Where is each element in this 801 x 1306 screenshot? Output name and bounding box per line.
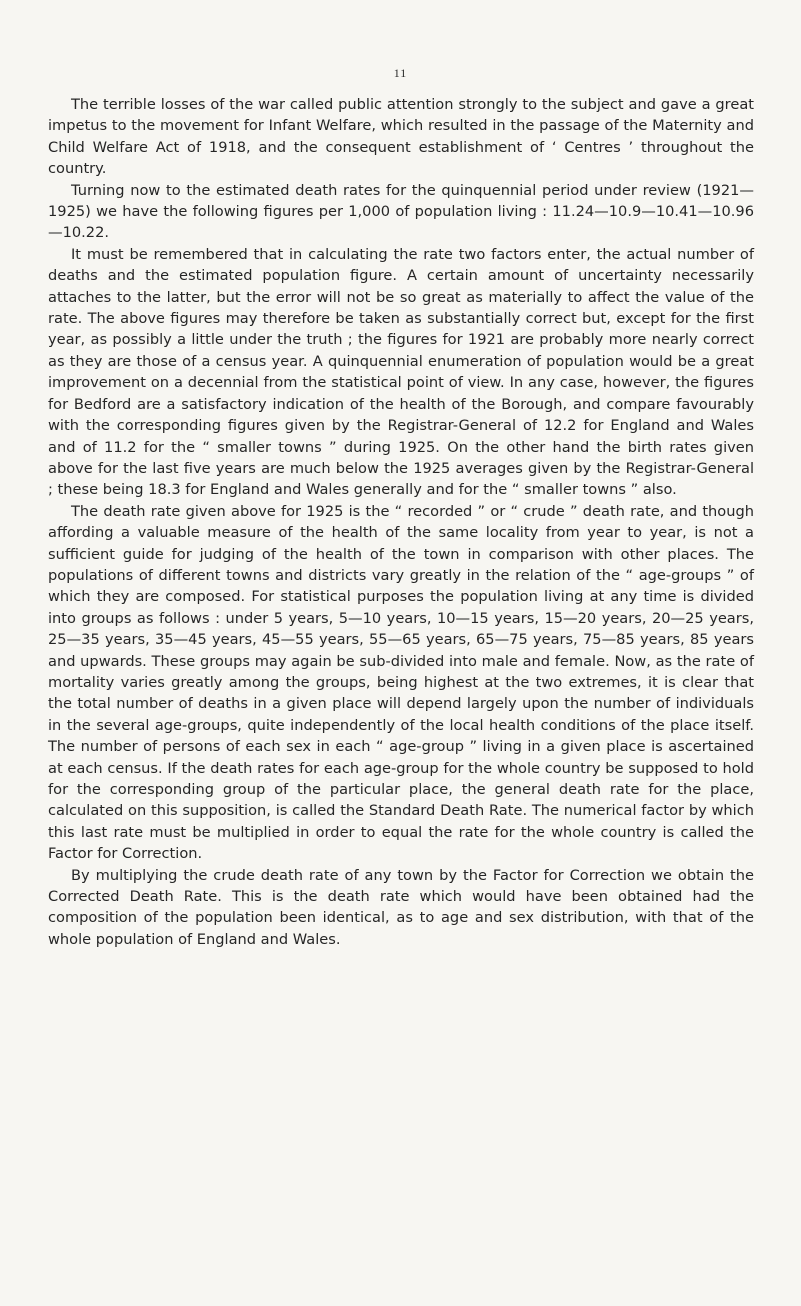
body-text (48, 94, 754, 950)
paragraph-death-rates: Turning now to the estimated death rates for the quinquennial period under review (1921—1925) we have the following figures per 1,000 of population living : 11.24—10.9—10.41—10.96—10.22. (48, 181, 754, 242)
page-number: 11 (393, 66, 408, 80)
paragraph-rate-factors: It must be remembered that in calculating the rate two factors enter, the actual number of deaths and the estimated population figure. A certain amount of uncertainty necessarily attaches to the latter, but the error will not be so great as materially to affect the value of the rate. The above figures may therefore be taken as substantially correct but, except for the first year, as possibly a little under the truth ; the figures for 1921 are probably more nearly correct as they are those of a census year. A quinquennial enumeration of population would be a great improvement on a decennial from the statistical point of view. In any case, however, the figures for Bedford are a satisfactory indication of the health of the Borough, and compare favourably with the corresponding figures given by the Registrar-General of 12.2 for England and Wales and of 11.2 for the “ smaller towns ” during 1925. On the other hand the birth rates given above for the last five years are much below the 1925 averages given by the Registrar-General ; these being 18.3 for England and Wales generally and for the “ smaller towns ” also. (48, 245, 754, 499)
paragraph-crude-death-rate: The death rate given above for 1925 is the “ recorded ” or “ crude ” death rate, and though affording a valuable measure of the health of the same locality from year to year, is not a sufficient guide for judging of the health of the town in comparison with other places. The populations of different towns and districts vary greatly in the relation of the “ age-groups ” of which they are composed. For statistical purposes the population living at any time is divided into groups as follows : under 5 years, 5—10 years, 10—15 years, 15—20 years, 20—25 years, 25—35 years, 35—45 years, 45—55 years, 55—65 years, 65—75 years, 75—85 years, 85 years and upwards. These groups may again be sub-divided into male and female. Now, as the rate of mortality varies greatly among the groups, being highest at the two extremes, it is clear that the total number of deaths in a given place will depend largely upon the number of individuals in the several age-groups, quite independently of the local health conditions of the place itself. The number of persons of each sex in each “ age-group ” living in a given place is ascertained at each census. If the death rates for each age-group for the whole country be supposed to hold for the corresponding group of the particular place, the general death rate for the place, calculated on this supposition, is called the Standard Death Rate. The numerical factor by which this last rate must be multiplied in order to equal the rate for the whole country is called the Factor for Correction. (48, 502, 754, 863)
paragraph-infant-welfare: The terrible losses of the war called public attention strongly to the subject and gave a great impetus to the movement for Infant Welfare, which resulted in the passage of the Maternity and Child Welfare Act of 1918, and the consequent establishment of ‘ Centres ’ throughout the country. (48, 96, 754, 178)
paragraph-corrected-death-rate: By multiplying the crude death rate of any town by the Factor for Correction we obtain the Corrected Death Rate. This is the death rate which would have been obtained had the composition of the population been identical, as to age and sex distribution, with that of the whole population of England and Wales. (48, 866, 754, 948)
